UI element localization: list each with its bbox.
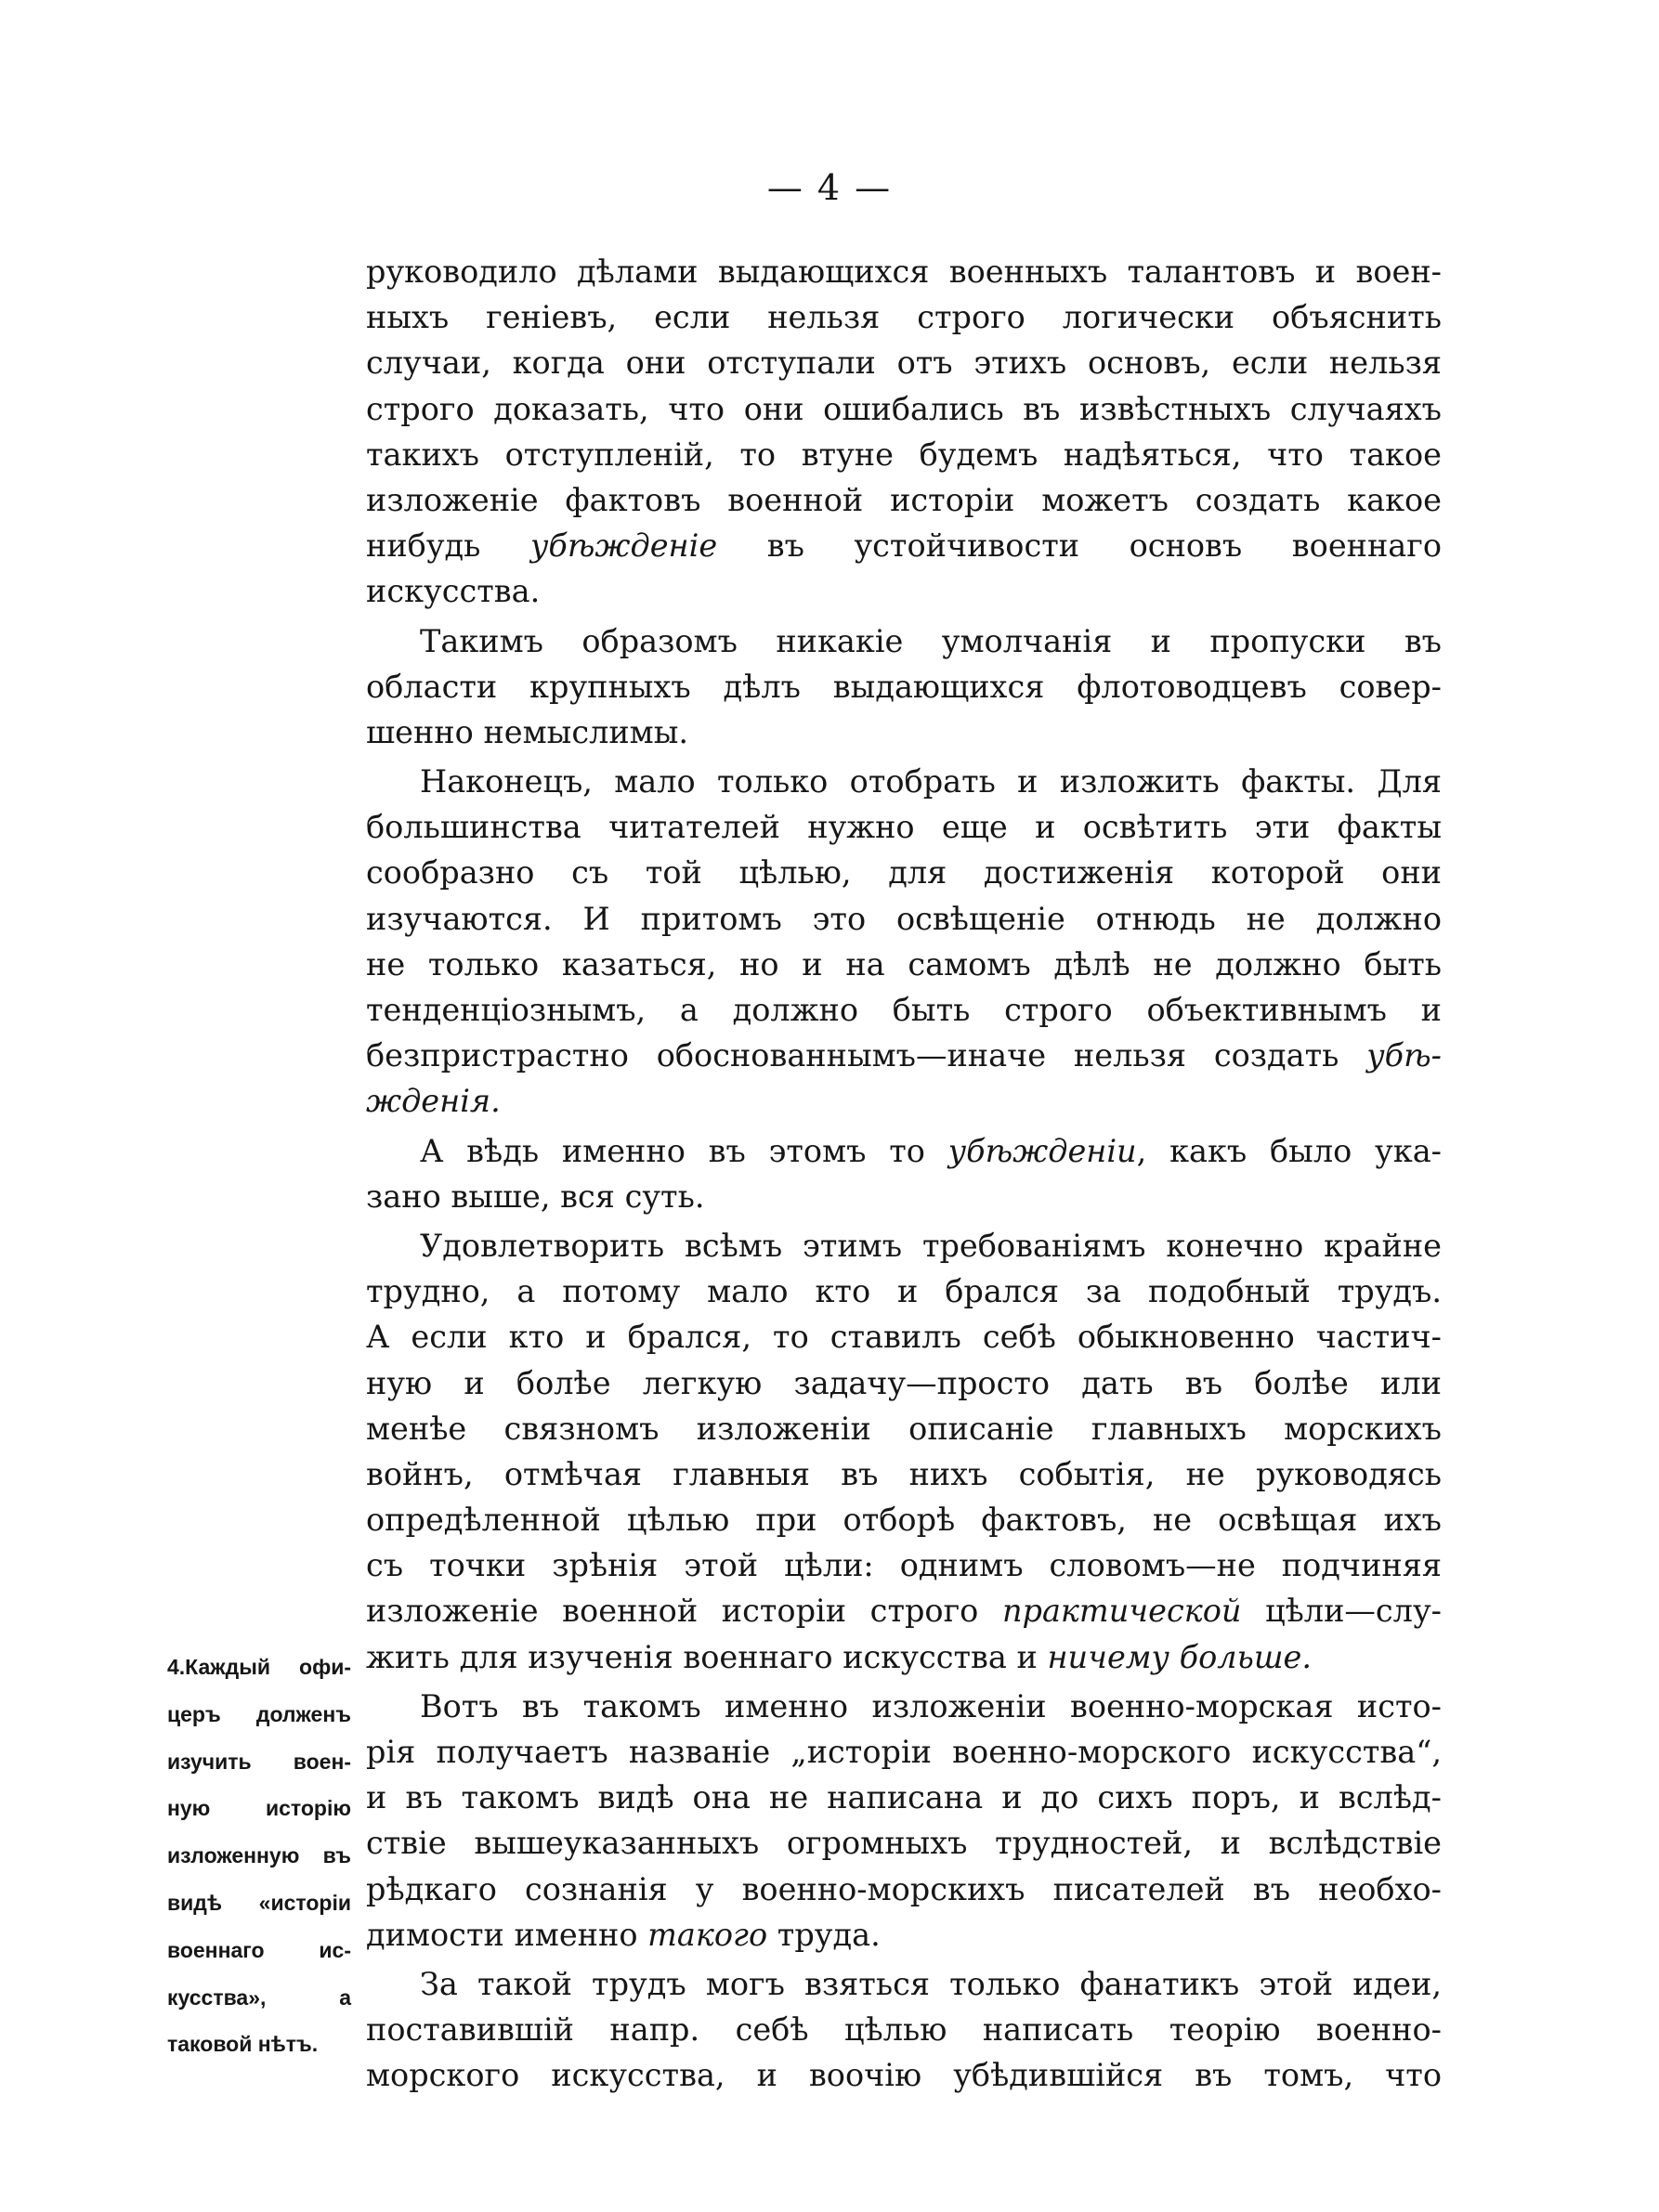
text-line: нибудь убѣжденіе въ устойчивости основъ военнаго: [366, 527, 1442, 565]
margin-note-line: изложенную въ: [167, 1843, 351, 1868]
text-line: жденія.: [366, 1083, 501, 1120]
text-line: руководило дѣлами выдающихся военныхъ талантовъ и воен-: [366, 254, 1442, 290]
text-line: изучаются. И притомъ это освѣщеніе отнюдь не должно: [366, 900, 1442, 937]
text-line: съ точки зрѣнія этой цѣли: однимъ словомъ—не подчиняя: [366, 1547, 1442, 1584]
text-line: Наконецъ, мало только отобрать и изложить факты. Для: [420, 763, 1442, 800]
paragraph: [366, 249, 1442, 615]
text-line: рія получаетъ названіе „исторіи военно-морского искусства“,: [366, 1734, 1442, 1770]
text-line: менѣе связномъ изложеніи описаніе главныхъ морскихъ: [366, 1410, 1442, 1447]
margin-note: [167, 1644, 351, 2068]
text-line: Вотъ въ такомъ именно изложеніи военно-морская исто-: [420, 1687, 1442, 1724]
margin-note-line: кусства», а: [167, 1984, 351, 2010]
text-line: и въ такомъ видѣ она не написана и до сихъ поръ, и вслѣд-: [366, 1779, 1442, 1816]
text-line: морского искусства, и воочію убѣдившійся въ томъ, что: [366, 2057, 1442, 2094]
margin-note-line: военнаго ис-: [167, 1937, 351, 1962]
text-line: поставившій напр. себѣ цѣлью написать теорію военно-: [366, 2011, 1442, 2049]
text-line: безпристрастно обоснованнымъ—иначе нельзя создать убѣ-: [366, 1037, 1442, 1074]
text-line: А если кто и брался, то ставилъ себѣ обыкновенно частич-: [366, 1319, 1442, 1356]
text-line: жить для изученія военнаго искусства и ничему больше.: [366, 1638, 1313, 1675]
page-number: — 4 —: [766, 167, 893, 208]
text-line: строго доказать, что они ошибались въ извѣстныхъ случаяхъ: [366, 390, 1442, 427]
text-line: трудно, а потому мало кто и брался за подобный трудъ.: [366, 1273, 1442, 1310]
margin-note-line: изучить воен-: [167, 1749, 351, 1774]
margin-note-line: церъ долженъ: [167, 1701, 351, 1726]
text-line: рѣдкаго сознанія у военно-морскихъ писателей въ необхо-: [366, 1870, 1442, 1907]
margin-note-line: таковой нѣтъ.: [167, 2032, 319, 2057]
text-line: области крупныхъ дѣлъ выдающихся флотоводцевъ совер-: [366, 668, 1442, 705]
text-line: зано выше, вся суть.: [366, 1178, 705, 1215]
text-line: войнъ, отмѣчая главныя въ нихъ событія, не руководясь: [366, 1455, 1442, 1492]
margin-note-line: 4.Каждый офи-: [167, 1655, 351, 1679]
paragraph: [366, 1128, 1442, 1219]
text-line: большинства читателей нужно еще и освѣтить эти факты: [366, 809, 1442, 846]
paragraph: [366, 759, 1442, 1125]
text-line: А вѣдь именно въ этомъ то убѣжденіи, какъ было ука-: [420, 1132, 1442, 1169]
text-line: ныхъ геніевъ, если нельзя строго логически объяснить: [366, 299, 1442, 336]
text-line: не только казаться, но и на самомъ дѣлѣ не должно быть: [366, 945, 1442, 982]
text-line: случаи, когда они отступали отъ этихъ основъ, если нельзя: [366, 345, 1442, 382]
text-line: ную и болѣе легкую задачу—просто дать въ болѣе или: [366, 1364, 1442, 1401]
text-line: изложеніе фактовъ военной исторіи можетъ создать какое: [366, 481, 1442, 518]
text-line: опредѣленной цѣлью при отборѣ фактовъ, не освѣщая ихъ: [366, 1502, 1442, 1539]
text-line: искусства.: [366, 573, 541, 610]
text-line: Удовлетворить всѣмъ этимъ требованіямъ конечно крайне: [420, 1227, 1442, 1264]
text-line: ствіе вышеуказанныхъ огромныхъ трудностей, и вслѣдствіе: [366, 1825, 1442, 1862]
paragraph: [366, 1684, 1442, 1958]
margin-note-line: видѣ «исторіи: [167, 1890, 351, 1915]
text-line: такихъ отступленій, то втуне будемъ надѣяться, что такое: [366, 436, 1442, 473]
text-line: димости именно такого труда.: [366, 1916, 881, 1953]
text-line: сообразно съ той цѣлью, для достиженія которой они: [366, 854, 1442, 891]
body-text: [366, 249, 1442, 2099]
text-line: изложеніе военной исторіи строго практической цѣли—слу-: [366, 1593, 1442, 1630]
text-line: За такой трудъ могъ взяться только фанатикъ этой идеи,: [420, 1965, 1442, 2002]
paragraph: [366, 1223, 1442, 1680]
paragraph: [366, 618, 1442, 756]
text-line: тенденціознымъ, а должно быть строго объективнымъ и: [366, 992, 1442, 1028]
paragraph: [366, 1961, 1442, 2099]
text-line: Такимъ образомъ никакіе умолчанія и пропуски въ: [420, 622, 1442, 659]
margin-note-line: ную исторію: [167, 1796, 351, 1821]
text-line: шенно немыслимы.: [366, 713, 689, 750]
